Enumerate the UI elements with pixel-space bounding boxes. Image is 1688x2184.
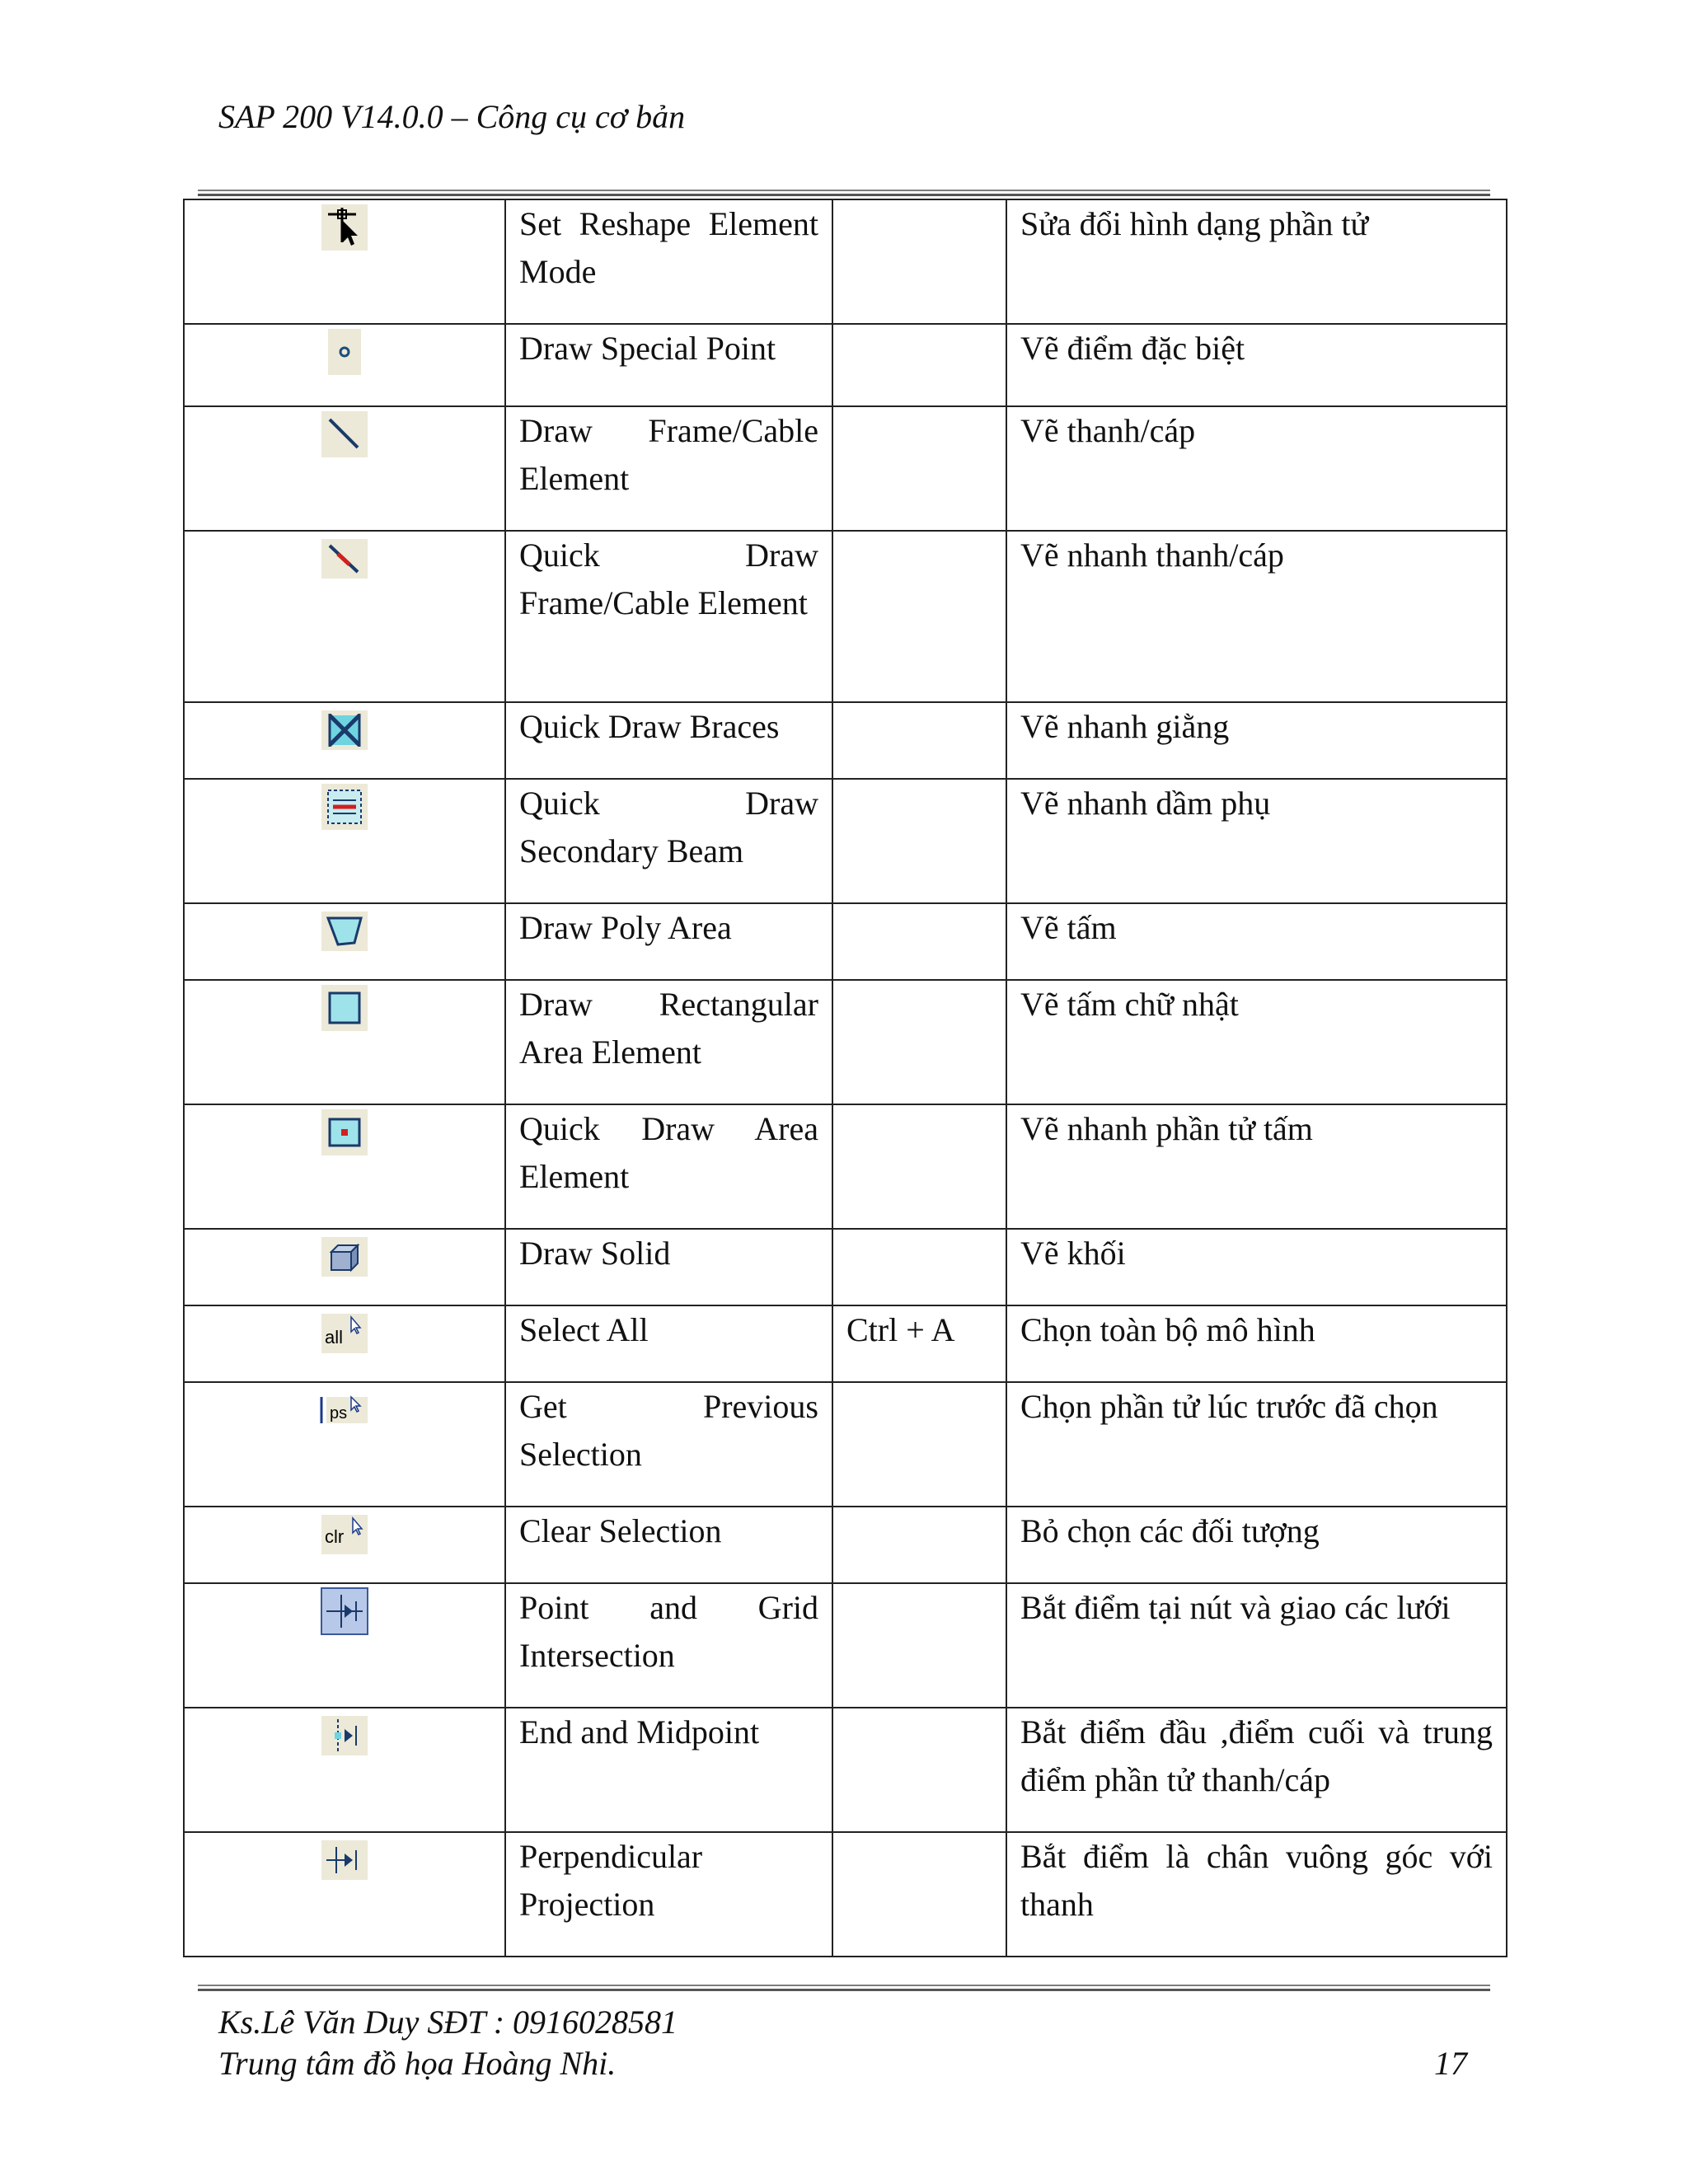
table-row xyxy=(184,1229,1507,1305)
command-name: Get Previous Selection xyxy=(519,1388,818,1473)
table-row xyxy=(184,903,1507,980)
command-description: Chọn toàn bộ mô hình xyxy=(1006,1305,1507,1382)
header-divider xyxy=(198,190,1490,196)
table-row xyxy=(184,779,1507,903)
page-number: 17 xyxy=(1434,2045,1467,2082)
command-name: Draw Frame/Cable Element xyxy=(519,412,818,497)
quick-draw-frame-icon xyxy=(320,534,369,583)
shortcut-cell xyxy=(832,980,1006,1104)
command-description: Bắt điểm là chân vuông góc với thanh xyxy=(1006,1832,1507,1957)
footer-divider xyxy=(198,1985,1490,1991)
select-all-icon xyxy=(320,1309,369,1358)
command-name: End and Midpoint xyxy=(519,1713,760,1750)
command-description: Vẽ khối xyxy=(1006,1229,1507,1305)
command-description: Vẽ nhanh dầm phụ xyxy=(1006,779,1507,903)
previous-selection-icon xyxy=(313,1385,376,1435)
command-name: Set Reshape Element Mode xyxy=(519,205,818,290)
draw-frame-icon xyxy=(320,410,369,459)
shortcut-cell xyxy=(832,324,1006,406)
table-row xyxy=(184,324,1507,406)
command-description: Chọn phần tử lúc trước đã chọn xyxy=(1006,1382,1507,1507)
command-name: Draw Poly Area xyxy=(519,909,732,946)
select-all-icon-text: all xyxy=(325,1326,344,1347)
grid-intersection-icon xyxy=(320,1586,369,1636)
shortcut-cell xyxy=(832,1832,1006,1957)
command-name: Draw Special Point xyxy=(519,330,776,367)
shortcut-cell xyxy=(832,1229,1006,1305)
perpendicular-icon xyxy=(320,1835,369,1885)
command-name: Quick Draw Frame/Cable Element xyxy=(519,537,818,621)
command-description: Vẽ nhanh giằng xyxy=(1006,702,1507,779)
quick-braces-icon xyxy=(320,705,369,755)
shortcut-cell: Ctrl + A xyxy=(832,1305,1006,1382)
command-name: Clear Selection xyxy=(519,1512,722,1549)
command-description: Vẽ tấm xyxy=(1006,903,1507,980)
command-name: Quick Draw Area Element xyxy=(519,1110,818,1195)
shortcut-cell xyxy=(832,1507,1006,1583)
shortcut-cell xyxy=(832,199,1006,324)
shortcut-cell xyxy=(832,779,1006,903)
shortcut-cell xyxy=(832,406,1006,531)
command-description: Sửa đổi hình dạng phần tử xyxy=(1006,199,1507,324)
rectangular-area-icon xyxy=(320,983,369,1033)
clear-selection-icon-text: clr xyxy=(325,1526,345,1547)
command-table xyxy=(183,199,1507,1957)
command-name: Select All xyxy=(519,1311,649,1348)
table-row xyxy=(184,1382,1507,1507)
shortcut-cell xyxy=(832,1382,1006,1507)
command-description: Bắt điểm tại nút và giao các lưới xyxy=(1006,1583,1507,1708)
table-row xyxy=(184,1832,1507,1957)
command-description: Vẽ nhanh phần tử tấm xyxy=(1006,1104,1507,1229)
command-name: Perpendicular Projection xyxy=(519,1838,703,1923)
solid-icon xyxy=(320,1232,369,1282)
secondary-beam-icon xyxy=(320,782,369,832)
table-row xyxy=(184,1507,1507,1583)
table-row xyxy=(184,1708,1507,1832)
table-row xyxy=(184,1305,1507,1382)
command-description: Vẽ điểm đặc biệt xyxy=(1006,324,1507,406)
command-description: Bắt điểm đầu ,điểm cuối và trung điểm phần tử thanh/cáp xyxy=(1006,1708,1507,1832)
shortcut-cell xyxy=(832,903,1006,980)
page-header-title: SAP 200 V14.0.0 – Công cụ cơ bản xyxy=(218,98,686,135)
table-row xyxy=(184,406,1507,531)
footer-author: Ks.Lê Văn Duy SĐT : 0916028581 xyxy=(218,2004,678,2041)
table-row xyxy=(184,1583,1507,1708)
reshape-element-icon xyxy=(320,203,369,252)
shortcut-cell xyxy=(832,1583,1006,1708)
clear-selection-icon xyxy=(320,1510,369,1559)
end-midpoint-icon xyxy=(320,1711,369,1760)
command-description: Vẽ nhanh thanh/cáp xyxy=(1006,531,1507,702)
shortcut-cell xyxy=(832,702,1006,779)
poly-area-icon xyxy=(320,907,369,956)
previous-selection-icon-text: ps xyxy=(330,1404,348,1422)
table-row xyxy=(184,980,1507,1104)
table-row xyxy=(184,702,1507,779)
shortcut-cell xyxy=(832,1708,1006,1832)
command-name: Draw Rectangular Area Element xyxy=(519,986,818,1071)
shortcut-cell xyxy=(832,1104,1006,1229)
command-name: Draw Solid xyxy=(519,1235,671,1272)
command-name: Quick Draw Braces xyxy=(519,708,780,745)
table-row xyxy=(184,199,1507,324)
command-description: Vẽ thanh/cáp xyxy=(1006,406,1507,531)
shortcut-cell xyxy=(832,531,1006,702)
table-row xyxy=(184,531,1507,702)
special-point-icon xyxy=(320,327,369,377)
command-name: Quick Draw Secondary Beam xyxy=(519,785,818,869)
table-row xyxy=(184,1104,1507,1229)
command-description: Vẽ tấm chữ nhật xyxy=(1006,980,1507,1104)
quick-area-icon xyxy=(320,1108,369,1157)
footer-center-name: Trung tâm đồ họa Hoàng Nhi. xyxy=(218,2045,617,2082)
command-description: Bỏ chọn các đối tượng xyxy=(1006,1507,1507,1583)
command-name: Point and Grid Intersection xyxy=(519,1589,818,1674)
